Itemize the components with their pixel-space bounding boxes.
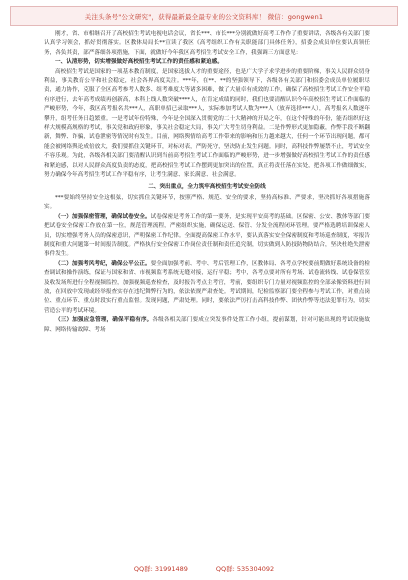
bottom-banner bbox=[10, 561, 398, 575]
sub-paragraph-text: 要全面加强考前、考中、考后管理工作，区教体局、各考点学校要前期做好系统设备的检查调试和操作演练，保证与国家和省、市视频监考系统无缝对接，运行平稳；考中，各考点要对所有考场、试卷流转线、试卷保管室及收发场所进行全程视频监控，加强视频巡查检查，及时报告考点主考官，考前，要组织专门力量对视频监控的全部录像资料进行回放，在回放中发现或经举报查实存在违纪舞弊行为的，依法依规严肃查处。考试期间，纪检监察部门要全程参与考试工作，对重点岗位、重点环节、重点时段实行重点监督。发现问题，严肃处理。同时，要依法严厉打击高科技作弊、团伙作弊等违法犯罪行为，切实营造公平的考试环境。 bbox=[44, 260, 370, 314]
sub-heading: （二）加强考风考纪，确保公平公正。 bbox=[55, 260, 151, 267]
sub-paragraph bbox=[44, 213, 370, 260]
top-banner: 关注头条号"公文研究"，获得最新最全最专业的公文资料库！ 微信：gongwen1 bbox=[10, 6, 398, 26]
sub-paragraph-text: 试卷保密是考务工作的第一要务，是实现平安高考的基础。区保密、公安、教体等部门要把试卷安全保密工作放在第一位，规范管理流程，严密组织实施，确保运送、保管、分发全流程闭环管理。要严格选聘培训保密人员，切实增强考务人员的保密意识，严明保密工作纪律。全面提高保密工作水平，要认真落实安全保密制度和考场巡查制度，零报告制度和重大问题第一时间报告制度。严格执行安全保密工作岗位责任制和责任追究制，切实做到人防技防物防结合，坚决杜绝失泄密事件发生。 bbox=[44, 213, 370, 258]
body-paragraph: 刚才，省、市相继召开了高校招生考试电视电话会议，省长***、市长***分别就做好高考工作作了重要讲话，各级各有关部门要认真学习领会，抓好贯彻落实。区教体局局长**宣读了我区《高考组织工作有关职能部门具体任务》，招委会成员单位要认真领任务，各负其责，部严落细各项措施，下面，就做好今年我区高考招生考试安全工作，我强调三方面意见： bbox=[44, 31, 370, 56]
document-body bbox=[44, 30, 370, 558]
sub-paragraph bbox=[44, 260, 370, 316]
sub-heading: （三）加强应急管理，确保平稳有序。 bbox=[55, 317, 153, 324]
qq-group-1: QQ群: 31991489 bbox=[133, 564, 188, 573]
section-heading: 一、认清形势，切实增强做好高校招生考试工作的责任感和紧迫感。 bbox=[55, 59, 223, 66]
sub-paragraph-text: 各级各相关部门要成立突发事件处置工作小组，提前谋划，针对可能出现的考试设施故障、网络传输故障、考场 bbox=[44, 317, 370, 333]
body-paragraph: ***要始终坚持安全这根弦，切实抓住关键环节，按照严格、规范、安全的要求，坚持高标准、严要求，坚决抓好各项措施落实。 bbox=[44, 194, 370, 211]
sub-heading: （一）加强保密管理，确保试卷安全。 bbox=[55, 213, 151, 220]
qq-group-2: QQ群: 535304092 bbox=[215, 564, 275, 573]
body-paragraph: 高校招生考试是国家的一项基本教育制度，是国家选拔人才的重要途径，也是广大学子求学进步的重要阶梯，事关人民群众切身利益，事关教育公平和社会稳定，社会各界高度关注。***年，在**、**的坚强领导下，各级各有关部门和招委会成员单位履职尽责，通力协作，克服了全区高考参考人数多、组考难度大等诸多困难，做了大量卓有成效的工作，确保了高校招生考试工作安全平稳有序进行，去年高考成绩再创新高，本科上线人数突破****人，在肯定成绩的同时，我们也要清醒认识今年高校招生考试工作面临的严峻形势，今年，我区高考报名共***人，高职单招已录取***人，实际参加考试人数为***人（放弃选择***人），高考报名人数逐年攀升，组考任务日趋繁重。一是考试年份特殊，今年是全国深入贯彻党的二十大精神的开局之年，在这个特殊的年份，能否组织好这样大规模高规格的考试，事关党和政府形象，事关社会稳定大局，事关广大考生切身利益。二是作弊形式更加隐蔽，作弊手段不断翻新，舞弊、诈骗，试卷泄密等情况时有发生。目前，网络舆情给高考工作带来的影响和压力越来越大，任何一个环节出现问题，都可能会被网络舆论成倍放大，我们要抓住关键环节，对标对表，严防死守，坚决防止发生问题。同时，高科技作弊屡禁不止，考试安全不容乐观。为此，各级各相关部门要清醒认识到当前高考招生考试工作面临的严峻形势，进一步增强做好高校招生考试工作的责任感和紧迫感，以对人民群众高度负责的态度，把高校招生考试工作摆到更加突出的位置，真正将责任落在实处，把各项工作做细做实，努力确保今年高考招生考试工作平稳有序，让考生满意、家长满意、社会满意。 bbox=[44, 68, 370, 179]
sub-paragraph bbox=[44, 316, 370, 335]
section-heading: 二、突出重点，全力筑牢高校招生考试安全防线 bbox=[148, 183, 266, 190]
